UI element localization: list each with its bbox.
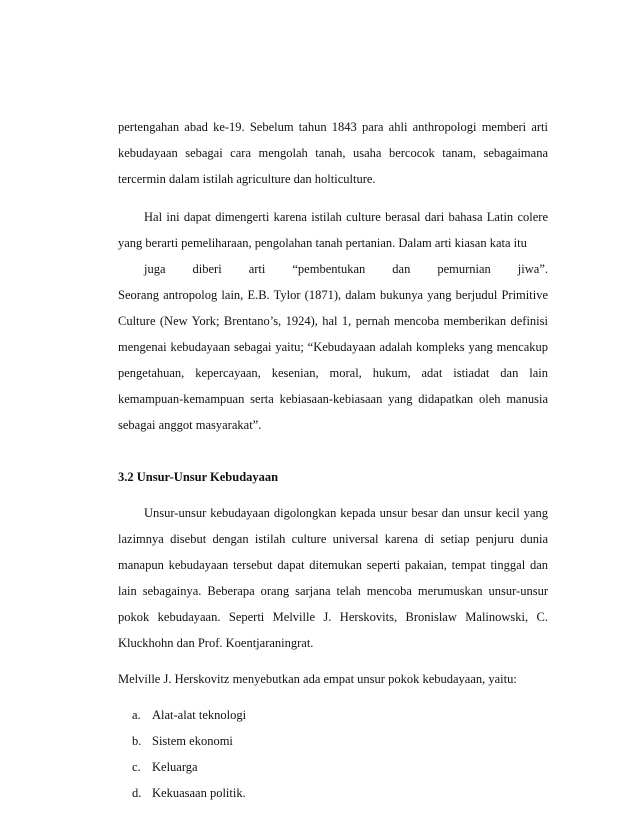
section-paragraph-2: Melville J. Herskovitz menyebutkan ada empat unsur pokok kebudayaan, yaitu:: [118, 672, 517, 686]
list-marker: c.: [132, 760, 141, 774]
list-marker: d.: [132, 786, 142, 800]
paragraph-gap: [118, 192, 548, 204]
intro-paragraph-2-justified-line: juga diberi arti “pembentukan dan pemurnian jiwa”.: [144, 262, 548, 276]
list-item-text: Alat-alat teknologi: [152, 708, 247, 722]
list-item: [118, 702, 548, 728]
section-heading: 3.2 Unsur-Unsur Kebudayaan: [118, 470, 279, 484]
list-marker: a.: [132, 708, 141, 722]
intro-paragraph-2-lead: Hal ini dapat dimengerti karena istilah culture berasal dari bahasa Latin colere yang berarti pemeliharaan, pengolahan tanah pertanian. Dalam arti kiasan kata itu: [118, 210, 548, 250]
list-item: [118, 754, 548, 780]
intro-paragraph-2: [118, 204, 548, 438]
list-gap: [118, 692, 548, 702]
list-item-text: Sistem ekonomi: [152, 734, 233, 748]
section-gap: [118, 438, 548, 464]
list-item: [118, 780, 548, 806]
list-item: [118, 728, 548, 754]
intro-paragraph-1: pertengahan abad ke-19. Sebelum tahun 1843 para ahli anthropologi memberi arti kebudayaan sebagai cara mengolah tanah, usaha bercocok tanam, sebagaimana tercermin dalam istilah agriculture dan holticulture.: [118, 120, 548, 186]
intro-paragraph-2-tail: Seorang antropolog lain, E.B. Tylor (1871), dalam bukunya yang berjudul Primitive Culture (New York; Brentano’s, 1924), hal 1, pernah mencoba memberikan definisi mengenai kebudayaan sebagai yaitu; “Kebudayaan adalah kompleks yang mencakup pengetahuan, kepercayaan, kesenian, moral, hukum, adat istiadat dan lain kemampuan-kemampuan serta kebiasaan-kebiasaan yang didapatkan oleh manusia sebagai anggot masyarakat”.: [118, 288, 548, 432]
list-item-text: Kekuasaan politik.: [152, 786, 246, 800]
section-paragraph-1: Unsur-unsur kebudayaan digolongkan kepada unsur besar dan unsur kecil yang lazimnya disebut dengan istilah culture universal karena di setiap penjuru dunia manapun kebudayaan tersebut dapat ditemukan seperti pakaian, tempat tinggal dan lain sebagainya. Beberapa orang sarjana telah mencoba merumuskan unsur-unsur pokok kebudayaan. Seperti Melville J. Herskovits, Bronislaw Malinowski, C. Kluckhohn dan Prof. Koentjaraningrat.: [118, 506, 548, 650]
list-marker: b.: [132, 734, 142, 748]
list-item-text: Keluarga: [152, 760, 198, 774]
unsur-pokok-list: [118, 702, 548, 806]
heading-gap: [118, 490, 548, 500]
page-content: [118, 114, 548, 806]
paragraph-gap: [118, 656, 548, 666]
